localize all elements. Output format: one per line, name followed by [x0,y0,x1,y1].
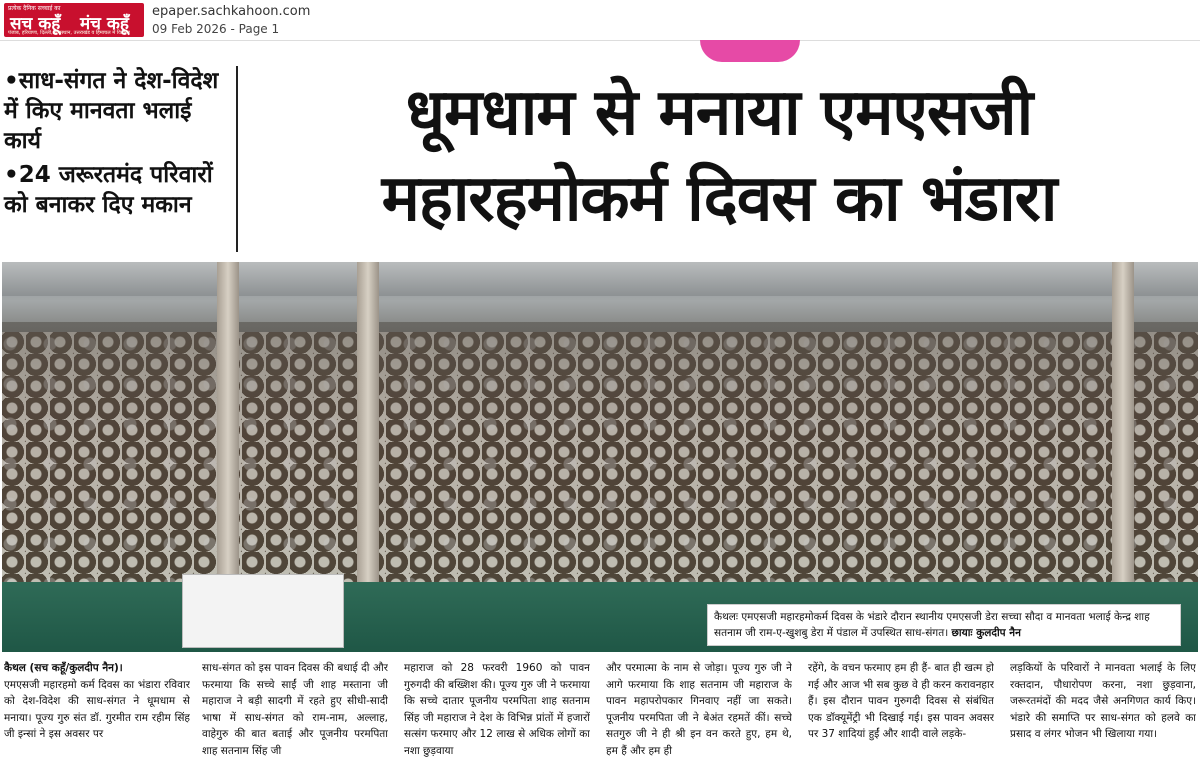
logo-brand-2: मंच कहूँ [80,14,129,34]
column-divider [236,66,238,252]
highlight-item: •साध-संगत ने देश-विदेश में किए मानवता भलाई कार्य [4,68,219,154]
column-text: रहेंगे, के वचन फरमाए हम ही हैं- बात ही खत्म हो गई और आज भी सब कुछ वे ही करन करावनहार हैं। इस दौरान पावन गुरुगदी दिवस से संबंधित एक डॉक्यूमेंट्री भी दिखाई गई। इस पावन अवसर पर 37 शादियां हुईं और शादी वाले लड़के- [808,662,994,741]
highlight-item: •24 जरूरतमंद परिवारों को बनाकर दिए मकान [4,162,213,218]
dateline: कैथल (सच कहूँ/कुलदीप नैन)। [4,662,123,674]
article-column-3 [404,660,590,768]
headline-line-2: महारहमोकर्म दिवस का भंडारा [381,162,1057,236]
column-text: और परमात्मा के नाम से जोड़ा। पूज्य गुरु जी ने आगे फरमाया कि शाह सतनाम जी महाराज के पावन महापरोपकार गिनवाए नहीं जा सकते। पूजनीय परमपिता जी ने बेअंत रहमतें कीं। सच्चे सतगुरु जी ने ही श्री इन वन करते हुए, हम थे, हम हैं और हम ही [606,662,792,757]
headline-line-1: धूमधाम से मनाया एमएसजी [405,76,1033,150]
stage-box [182,574,344,648]
pillar [217,262,239,592]
column-text: साध-संगत को इस पावन दिवस की बधाई दी और फरमाया कि सच्चे साईं जी शाह मस्ताना जी महाराज ने बड़ी सादगी में रहते हुए सीधी-सादी भाषा में साध-संगत को राम-नाम, अल्लाह, वाहेगुरु की बात बताई और पूजनीय परमपिता शाह सतनाम सिंह जी [202,662,388,757]
article-body [2,660,1198,768]
article-column-1 [4,660,190,768]
column-text: लड़कियों के परिवारों ने मानवता भलाई के लिए रक्तदान, पौधारोपण करना, नशा छुड़वाना, जरूरतमंदों की मदद जैसे अनगिणत कार्य किए। भंडारे की समाप्ति पर साध-संगत को हलवे का प्रसाद व लंगर भोजन भी खिलाया गया। [1010,662,1196,741]
pillar [357,262,379,592]
decorative-pink-mark [700,40,800,62]
article-column-4 [606,660,792,768]
logo-tagline: प्रत्येक दैनिक सच्चाई का [8,5,61,12]
side-highlights [4,66,234,224]
caption-text: कैथलः एमएसजी महारहमोकर्म दिवस के भंडारे दौरान स्थानीय एमएसजी डेरा सच्चा सौदा व मानवता भलाई केन्द्र शाह सतनाम जी राम-ए-खुशबु डेरा में पंडाल में उपस्थित साध-संगत। [714,611,1150,639]
logo-subline: पंजाब, हरियाणा, दिल्ली, राजस्थान, उत्तराखंड व हिमाचल में वितरित [8,30,130,36]
column-text: एमएसजी महारहमो कर्म दिवस का भंडारा रविवार को देश-विदेश की साध-संगत ने धूमधाम से मनाया। पूज्य गुरु संत डॉ. गुरमीत राम रहीम सिंह जी इन्सां ने इस अवसर पर [4,678,190,741]
site-url[interactable]: epaper.sachkahoon.com [152,4,311,19]
photo-caption [708,605,1180,645]
pillar [1112,262,1134,592]
article-column-5 [808,660,994,768]
article-column-2 [202,660,388,768]
event-photo[interactable] [2,262,1198,652]
photo-credit: छायाः कुलदीप नैन [951,627,1021,639]
logo-brand-1: सच कहूँ [10,14,61,34]
tent-roof [2,262,1198,296]
article-column-6 [1010,660,1196,768]
masthead-bar [0,0,1200,41]
newspaper-logo[interactable] [4,3,144,37]
edition-date: 09 Feb 2026 - Page 1 [152,22,280,36]
column-text: महाराज को 28 फरवरी 1960 को पावन गुरुगदी की बख्शिश की। पूज्य गुरु जी ने फरमाया कि सच्चे दातार पूजनीय परमपिता शाह सतनाम सिंह जी महाराज ने देश के विभिन्न प्रांतों में हजारों सत्संग फरमाए और 12 लाख से अधिक लोगों का नशा छुड़वाया [404,662,590,757]
headline [244,70,1194,242]
crowd-shading [2,322,1198,592]
